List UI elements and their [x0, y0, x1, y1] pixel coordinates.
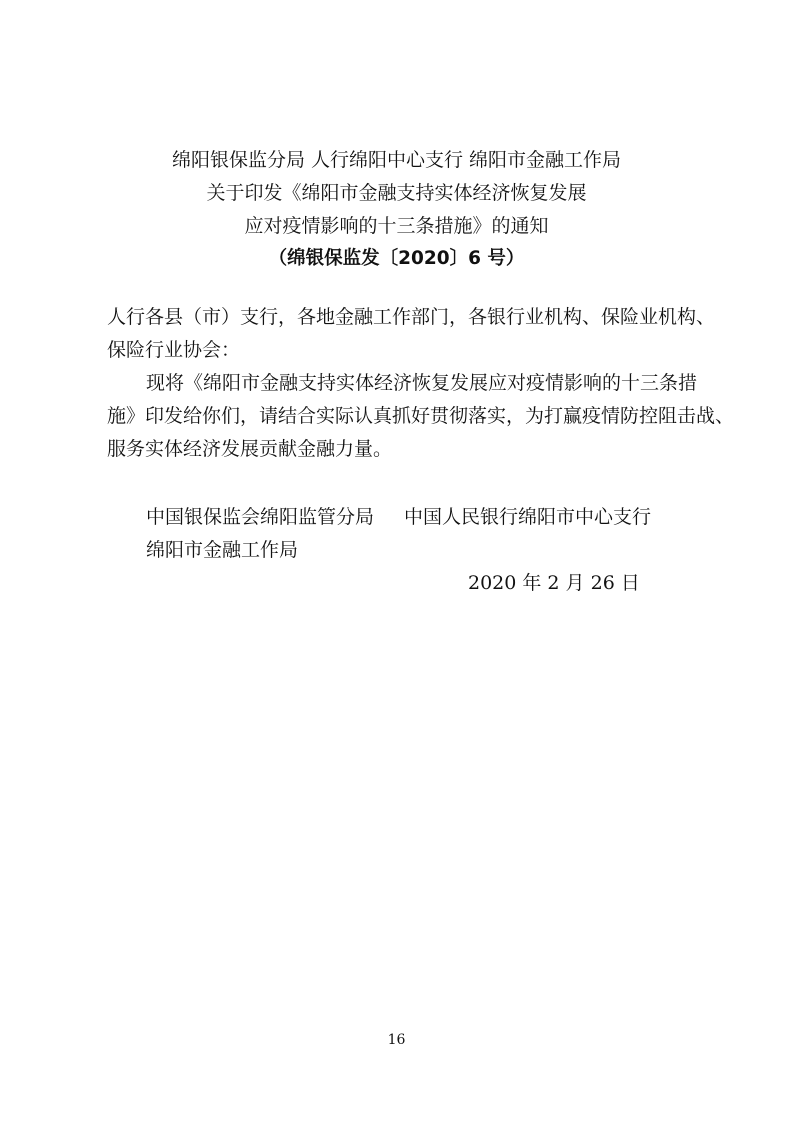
- signatory-pboc-mianyang: 中国人民银行绵阳市中心支行: [404, 506, 652, 528]
- issue-date: 2020 年 2 月 26 日: [468, 572, 640, 594]
- title-line-3: 应对疫情影响的十三条措施》的通知: [244, 215, 549, 237]
- document-number: （绵银保监发〔2020〕6 号）: [268, 248, 525, 269]
- body-line-3: 服务实体经济发展贡献金融力量。: [107, 438, 393, 460]
- page-number: 16: [387, 1032, 406, 1048]
- recipients-line-2: 保险行业协会：: [107, 339, 241, 361]
- signatory-cbirc-mianyang: 中国银保监会绵阳监管分局: [146, 506, 375, 528]
- recipients-line-1: 人行各县（市）支行，各地金融工作部门，各银行业机构、保险业机构、: [107, 306, 716, 328]
- body-line-1: 现将《绵阳市金融支持实体经济恢复发展应对疫情影响的十三条措: [146, 372, 698, 394]
- signatory-finance-bureau: 绵阳市金融工作局: [146, 539, 299, 561]
- body-line-2: 施》印发给你们，请结合实际认真抓好贯彻落实，为打赢疫情防控阻击战、: [107, 405, 735, 427]
- title-line-2: 关于印发《绵阳市金融支持实体经济恢复发展: [206, 182, 587, 204]
- title-line-1: 绵阳银保监分局 人行绵阳中心支行 绵阳市金融工作局: [171, 149, 622, 171]
